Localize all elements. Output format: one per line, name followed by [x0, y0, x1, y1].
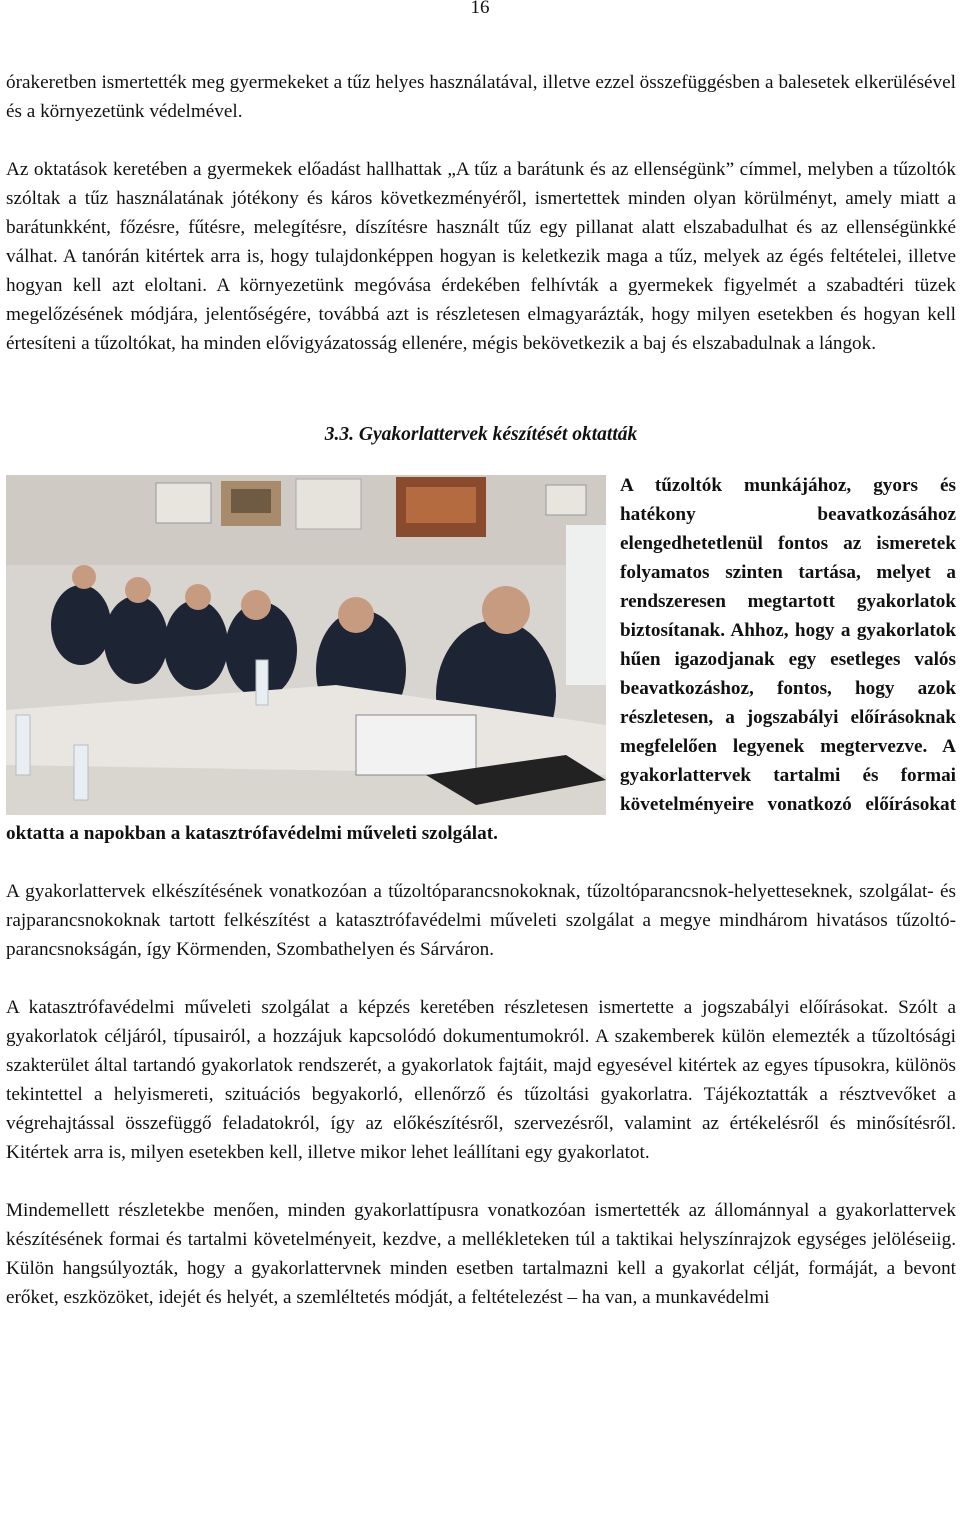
paragraph-6: Mindemellett részletekbe menően, minden gyakorlattípusra vonatkozóan ismertették az állománnyal a gyakorlattervek készítésének formai és tartalmi követelményeit, kezdve, a mellékleteken túl a taktikai helyszínrajzok egységes jelöléseiig. Külön hangsúlyozták, hogy a gyakorlattervnek minden esetben tartalmazni kell a gyakorlat célját, formáját, a bevont erőket, eszközöket, idejét és helyét, a szemléltetés módját, a feltételezést – ha van, a munkavédelmi	[6, 1200, 956, 1308]
firefighters-meeting-image	[6, 475, 606, 815]
paragraph-2: Az oktatások keretében a gyermekek előadást hallhattak „A tűz a barátunk és az ellenségünk” címmel, melyben a tűzoltók szóltak a tűz használatának jótékony és káros következményéről, ismertettek minden olyan körülményt, amely miatt a barátunkként, főzésre, fűtésre, melegítésre, díszítésre használt tűz egy pillanat alatt elszabadulhat és az ellenségünkké válhat. A tanórán kitértek arra is, hogy tulajdonképpen hogyan is keletkezik maga a tűz, melyek az égés feltételei, illetve hogyan kell azt eloltani. A környezetünk megóvása érdekében felhívták a gyermekek figyelmét a szabadtéri tüzek megelőzésének módjára, jelentőségére, továbbá azt is részletesen elmagyarázták, hogy milyen esetekben és hogyan kell értesíteni a tűzoltókat, ha minden elővigyázatosság ellenére, mégis bekövetkezik a baj és elszabadulnak a lángok.	[6, 159, 956, 354]
section-heading: 3.3. Gyakorlattervek készítését oktatták	[324, 424, 638, 445]
bold-intro-paragraph: A tűzoltók munkájához, gyors és hatékony beavatkozásához elengedhetetlenül fontos az ismeretek folyamatos szinten tartása, melyet a rendszeresen megtartott gyakorlatok biztosítanak. Ahhoz, hogy a gyakorlatok hűen igazodjanak egy esetleges valós beavatkozáshoz, fontos, hogy azok részletesen, a jogszabályi előírásoknak megfelelően legyenek megtervezve. A gyakorlattervek tartalmi és formai követelményeire vonatkozó előírásokat oktatta a napokban a katasztrófavédelmi műveleti szolgálat.	[6, 475, 956, 844]
paragraph-1: órakeretben ismertették meg gyermekeket a tűz helyes használatával, illetve ezzel összefüggésben a balesetek elkerülésével és a környezetünk védelmével.	[6, 72, 956, 122]
paragraph-4: A gyakorlattervek elkészítésének vonatkozóan a tűzoltóparancsnokoknak, tűzoltóparancsnok-helyetteseknek, szolgálat- és rajparancsnokoknak tartott felkészítést a katasztrófavédelmi műveleti szolgálat a megye mindhárom hivatásos tűzoltó-parancsnokságán, így Körmenden, Szombathelyen és Sárváron.	[6, 881, 956, 960]
paragraph-5: A katasztrófavédelmi műveleti szolgálat a képzés keretében részletesen ismertette a jogszabályi előírásokat. Szólt a gyakorlatok céljáról, típusairól, a hozzájuk kapcsolódó dokumentumokról. A szakemberek külön elemezték a tűzoltósági szakterület által tartandó gyakorlatok rendszerét, a gyakorlatok fajtáit, majd egyesével kitértek az egyes típusokra, különös tekintettel a helyismereti, szituációs begyakorló, ellenőrző és tűzoltási gyakorlatra. Tájékoztatták a résztvevőket a végrehajtással összefüggő feladatokról, így az előkészítésről, szervezésről, valamint az értékelésről és minősítésről. Kitértek arra is, milyen esetekben kell, illetve mikor lehet leállítani egy gyakorlatot.	[6, 997, 956, 1163]
figure-section	[6, 471, 956, 848]
classroom-photo	[6, 475, 606, 815]
document-body	[6, 68, 956, 1312]
page-number: 16	[470, 0, 490, 18]
